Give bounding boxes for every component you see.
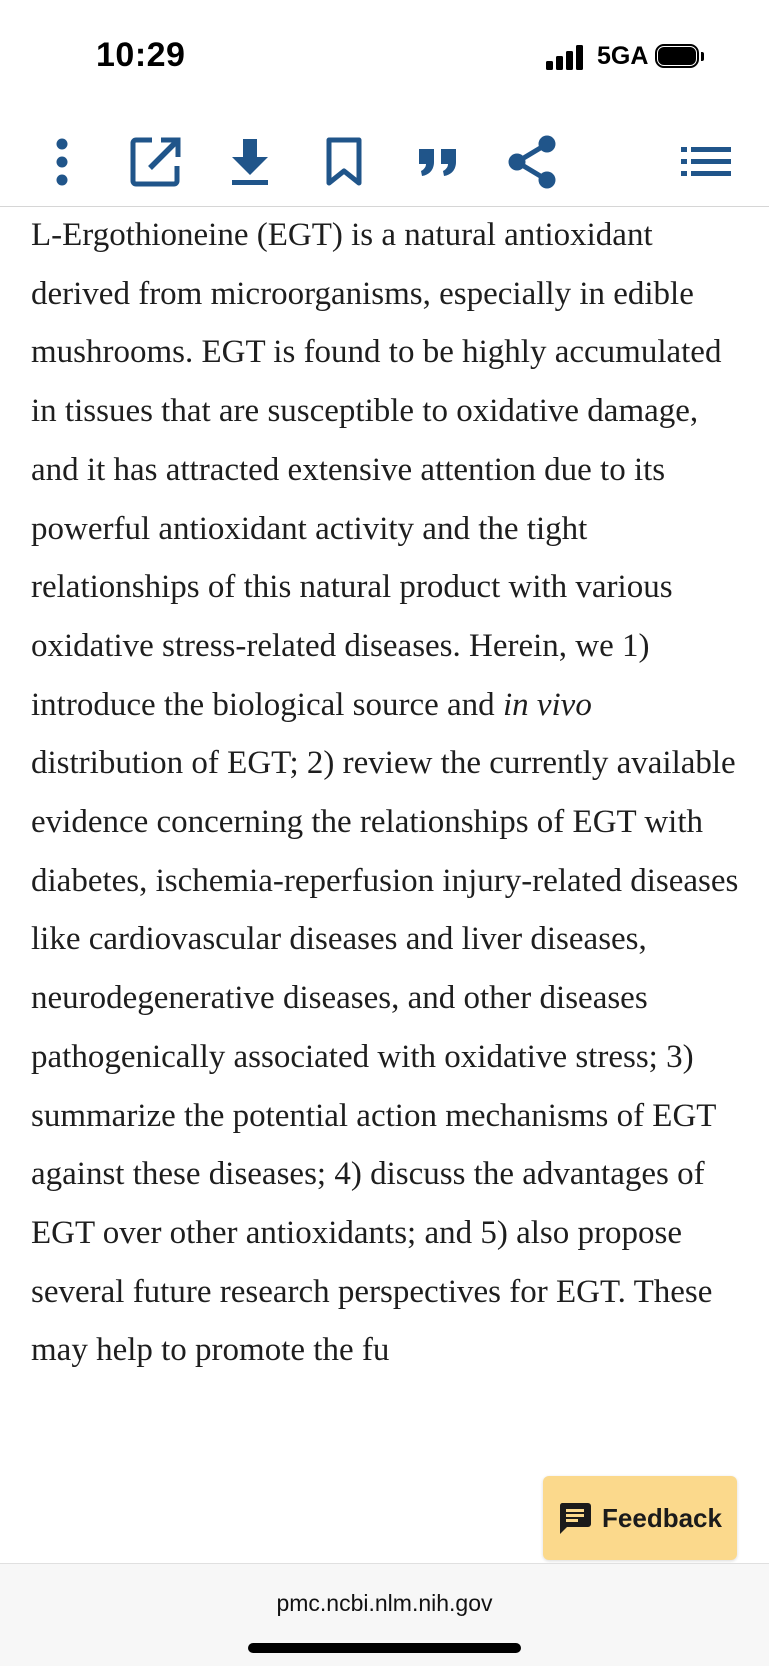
table-of-contents-icon [681, 146, 731, 178]
download-icon [229, 137, 271, 187]
article-toolbar [0, 120, 769, 207]
open-external-button[interactable] [128, 134, 184, 190]
bookmark-icon [324, 137, 364, 187]
open-external-icon [130, 136, 182, 188]
article-abstract [31, 206, 743, 1380]
quote-icon [417, 147, 459, 177]
abstract-paragraph [31, 206, 743, 1380]
feedback-comment-icon [558, 1501, 592, 1535]
table-of-contents-button[interactable] [678, 134, 734, 190]
cellular-signal-icon [546, 44, 586, 70]
download-button[interactable] [222, 134, 278, 190]
battery-icon [655, 44, 705, 70]
share-icon [506, 134, 558, 190]
bookmark-button[interactable] [316, 134, 372, 190]
feedback-button[interactable] [543, 1476, 737, 1560]
abstract-text-part1: L-Ergothioneine (EGT) is a natural antioxidant derived from microorganisms, especially in edible mushrooms. EGT is found to be highly accumulated in tissues that are susceptible to oxidative damage, and it has attracted extensive attention due to its powerful antioxidant activity and the tight relationships of this natural product with various oxidative stress-related diseases. Herein, we 1) introduce the biological source and [31, 217, 722, 723]
abstract-text-part2: distribution of EGT; 2) review the currently available evidence concerning the relationships of EGT with diabetes, ischemia-reperfusion injury-related diseases like cardiovascular diseases and liver diseases, neurodegenerative diseases, and other diseases pathogenically associated with oxidative stress; 3) summarize the potential action mechanisms of EGT against these diseases; 4) discuss the advantages of EGT over other antioxidants; and 5) also propose several future research perspectives for EGT. These may help to promote the fu [31, 745, 739, 1369]
more-vertical-icon [52, 137, 72, 187]
cite-button[interactable] [410, 134, 466, 190]
url-text[interactable]: pmc.ncbi.nlm.nih.gov [276, 1590, 493, 1616]
browser-address-bar[interactable] [0, 1563, 769, 1666]
abstract-italic-term: in vivo [502, 686, 592, 723]
more-options-button[interactable] [34, 134, 90, 190]
share-button[interactable] [504, 134, 560, 190]
status-time: 10:29 [96, 36, 186, 74]
status-bar [0, 0, 769, 110]
network-type: 5GA [597, 42, 649, 70]
home-indicator [248, 1643, 521, 1653]
feedback-label: Feedback [602, 1502, 722, 1533]
